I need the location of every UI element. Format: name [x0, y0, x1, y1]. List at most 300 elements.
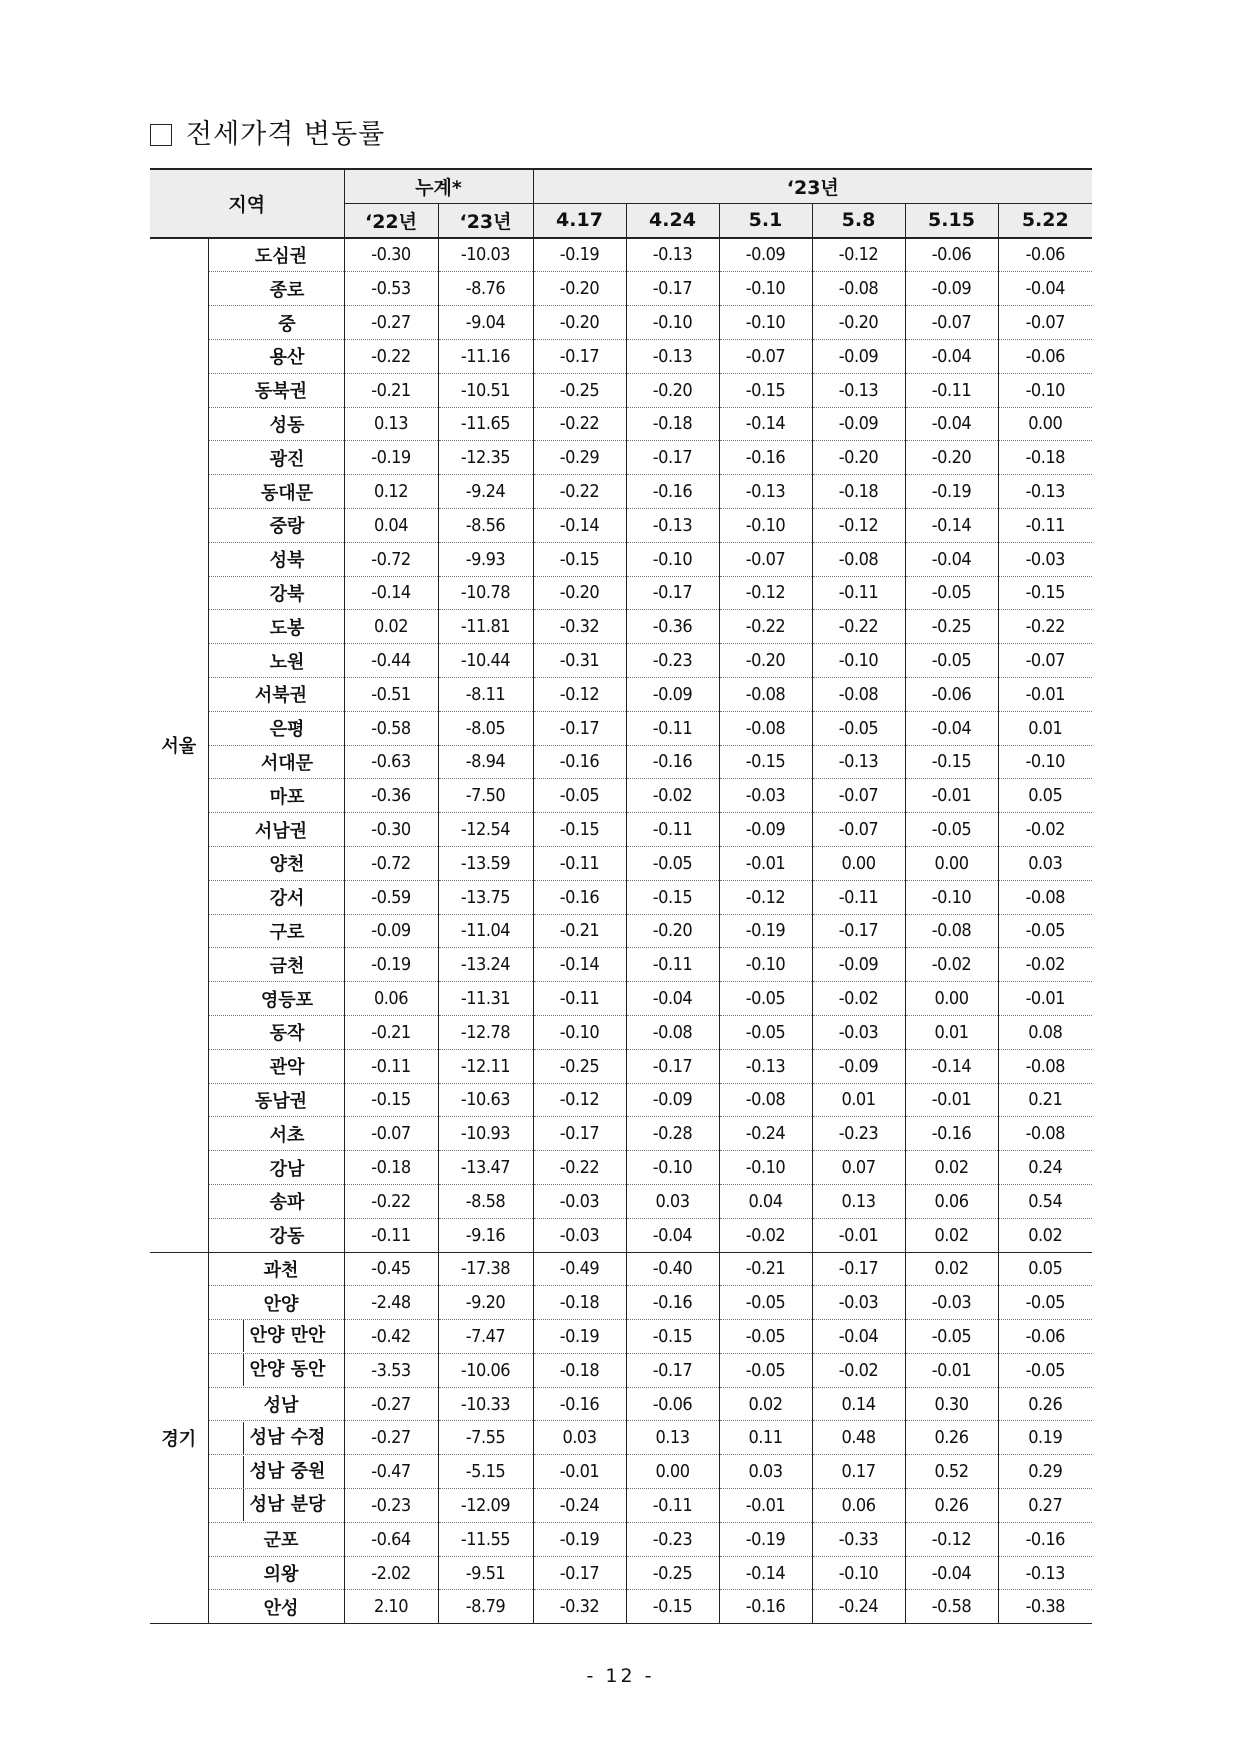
value-cell: 0.06	[812, 1489, 905, 1523]
value-cell: -0.25	[626, 1556, 719, 1590]
value-cell: -0.32	[533, 610, 626, 644]
value-cell: -9.04	[438, 306, 533, 340]
value-cell: -0.20	[626, 373, 719, 407]
value-cell: -0.04	[905, 711, 998, 745]
value-cell: 0.07	[812, 1151, 905, 1185]
value-cell: -0.21	[344, 1015, 438, 1049]
value-cell: -13.24	[438, 948, 533, 982]
value-cell: -0.21	[344, 373, 438, 407]
table-row	[150, 373, 1092, 407]
value-cell: -0.14	[905, 1049, 998, 1083]
value-cell: -0.10	[719, 272, 812, 306]
district-name: 강서	[208, 880, 344, 914]
table-row	[150, 1151, 1092, 1185]
value-cell: -12.09	[438, 1489, 533, 1523]
checkbox-square-icon	[150, 124, 172, 146]
table-row	[150, 1489, 1092, 1523]
district-name: 중	[208, 306, 344, 340]
value-cell: -0.20	[533, 306, 626, 340]
value-cell: -0.08	[719, 1083, 812, 1117]
value-cell: -8.56	[438, 508, 533, 542]
value-cell: -0.21	[719, 1252, 812, 1286]
value-cell: -17.38	[438, 1252, 533, 1286]
value-cell: -9.16	[438, 1218, 533, 1252]
value-cell: -0.16	[719, 1590, 812, 1624]
value-cell: -0.10	[719, 948, 812, 982]
table-row	[150, 1320, 1092, 1354]
value-cell: -0.47	[344, 1455, 438, 1489]
value-cell: -0.02	[812, 1353, 905, 1387]
district-name: 강동	[208, 1218, 344, 1252]
value-cell: -0.33	[812, 1522, 905, 1556]
value-cell: -0.21	[533, 914, 626, 948]
value-cell: -0.22	[533, 407, 626, 441]
value-cell: -10.93	[438, 1117, 533, 1151]
value-cell: -0.02	[998, 813, 1092, 847]
value-cell: 0.26	[905, 1421, 998, 1455]
header-region: 지역	[150, 169, 344, 238]
value-cell: -0.05	[905, 576, 998, 610]
value-cell: -0.01	[905, 1083, 998, 1117]
district-name: 은평	[208, 711, 344, 745]
value-cell: -0.15	[533, 542, 626, 576]
value-cell: -0.13	[812, 373, 905, 407]
value-cell: -10.78	[438, 576, 533, 610]
value-cell: 0.54	[998, 1184, 1092, 1218]
value-cell: -0.30	[344, 813, 438, 847]
value-cell: -10.03	[438, 238, 533, 272]
value-cell: -0.10	[905, 880, 998, 914]
value-cell: -0.04	[998, 272, 1092, 306]
value-cell: -0.13	[626, 238, 719, 272]
value-cell: -13.75	[438, 880, 533, 914]
value-cell: -0.03	[998, 542, 1092, 576]
value-cell: 0.01	[905, 1015, 998, 1049]
table-row	[150, 475, 1092, 509]
value-cell: -13.59	[438, 846, 533, 880]
value-cell: -12.78	[438, 1015, 533, 1049]
header-week: 4.24	[626, 203, 719, 237]
value-cell: -0.04	[626, 1218, 719, 1252]
district-name: 강남	[208, 1151, 344, 1185]
value-cell: -0.07	[998, 644, 1092, 678]
value-cell: -0.06	[998, 238, 1092, 272]
value-cell: -0.18	[812, 475, 905, 509]
value-cell: 0.13	[812, 1184, 905, 1218]
value-cell: -0.11	[344, 1049, 438, 1083]
value-cell: -0.15	[626, 1320, 719, 1354]
table-row	[150, 1286, 1092, 1320]
value-cell: -0.09	[812, 339, 905, 373]
table-row	[150, 407, 1092, 441]
district-name	[208, 1421, 344, 1455]
district-name: 군포	[208, 1522, 344, 1556]
district-name	[208, 1489, 344, 1523]
value-cell: -12.54	[438, 813, 533, 847]
value-cell: -0.58	[905, 1590, 998, 1624]
value-cell: -0.19	[533, 1320, 626, 1354]
value-cell: -0.12	[533, 1083, 626, 1117]
table-row	[150, 1117, 1092, 1151]
table-row	[150, 1252, 1092, 1286]
table-row	[150, 272, 1092, 306]
value-cell: -0.23	[626, 644, 719, 678]
value-cell: -0.19	[719, 914, 812, 948]
value-cell: -10.51	[438, 373, 533, 407]
value-cell: 0.05	[998, 1252, 1092, 1286]
table-body	[150, 238, 1092, 1624]
value-cell: -11.31	[438, 982, 533, 1016]
value-cell: 0.03	[998, 846, 1092, 880]
value-cell: -0.11	[344, 1218, 438, 1252]
value-cell: -0.13	[719, 475, 812, 509]
value-cell: 0.02	[344, 610, 438, 644]
header-week: 5.15	[905, 203, 998, 237]
value-cell: -0.05	[719, 1286, 812, 1320]
value-cell: -0.17	[626, 576, 719, 610]
district-name-text: 안양 동안	[243, 1354, 326, 1386]
value-cell: -0.11	[812, 576, 905, 610]
value-cell: 0.05	[998, 779, 1092, 813]
value-cell: -0.05	[719, 1353, 812, 1387]
district-name: 동남권	[208, 1083, 344, 1117]
value-cell: -2.02	[344, 1556, 438, 1590]
value-cell: -0.40	[626, 1252, 719, 1286]
value-cell: 0.26	[998, 1387, 1092, 1421]
value-cell: 0.03	[533, 1421, 626, 1455]
value-cell: -0.05	[998, 1286, 1092, 1320]
value-cell: -0.10	[998, 373, 1092, 407]
value-cell: -0.25	[533, 373, 626, 407]
value-cell: -0.19	[344, 948, 438, 982]
value-cell: -0.11	[626, 711, 719, 745]
value-cell: -0.17	[626, 272, 719, 306]
value-cell: 0.29	[998, 1455, 1092, 1489]
value-cell: -0.20	[626, 914, 719, 948]
value-cell: -0.10	[626, 306, 719, 340]
district-name: 안성	[208, 1590, 344, 1624]
value-cell: -0.25	[905, 610, 998, 644]
value-cell: -0.13	[626, 508, 719, 542]
value-cell: -0.22	[998, 610, 1092, 644]
value-cell: -0.07	[812, 813, 905, 847]
value-cell: -0.05	[905, 813, 998, 847]
value-cell: -0.14	[905, 508, 998, 542]
district-name-text: 성남 분당	[243, 1489, 326, 1521]
value-cell: 0.24	[998, 1151, 1092, 1185]
value-cell: -0.09	[626, 677, 719, 711]
value-cell: -0.18	[998, 441, 1092, 475]
value-cell: -0.10	[626, 1151, 719, 1185]
value-cell: -0.16	[719, 441, 812, 475]
jeonse-rate-table	[150, 168, 1092, 1624]
value-cell: -0.11	[812, 880, 905, 914]
table-row	[150, 1590, 1092, 1624]
value-cell: -0.18	[533, 1286, 626, 1320]
region-label: 서울	[150, 238, 208, 1252]
value-cell: -0.36	[344, 779, 438, 813]
value-cell: -0.14	[719, 407, 812, 441]
value-cell: 0.21	[998, 1083, 1092, 1117]
district-name: 노원	[208, 644, 344, 678]
value-cell: -0.02	[998, 948, 1092, 982]
district-name: 서북권	[208, 677, 344, 711]
value-cell: -0.38	[998, 1590, 1092, 1624]
district-name: 안양	[208, 1286, 344, 1320]
value-cell: -0.16	[998, 1522, 1092, 1556]
value-cell: -8.58	[438, 1184, 533, 1218]
value-cell: 0.00	[626, 1455, 719, 1489]
table-row	[150, 576, 1092, 610]
value-cell: -0.42	[344, 1320, 438, 1354]
value-cell: -0.19	[533, 1522, 626, 1556]
value-cell: -0.15	[719, 373, 812, 407]
table-row	[150, 306, 1092, 340]
value-cell: -0.19	[344, 441, 438, 475]
district-name: 종로	[208, 272, 344, 306]
value-cell: -11.81	[438, 610, 533, 644]
value-cell: -0.13	[719, 1049, 812, 1083]
value-cell: -0.44	[344, 644, 438, 678]
value-cell: -0.10	[533, 1015, 626, 1049]
header-cum-22: ‘22년	[344, 203, 438, 237]
header-week: 5.1	[719, 203, 812, 237]
value-cell: -0.16	[626, 745, 719, 779]
value-cell: -0.53	[344, 272, 438, 306]
value-cell: -9.93	[438, 542, 533, 576]
value-cell: -0.72	[344, 542, 438, 576]
value-cell: -11.16	[438, 339, 533, 373]
value-cell: 0.04	[344, 508, 438, 542]
table-row	[150, 610, 1092, 644]
value-cell: -0.01	[998, 677, 1092, 711]
value-cell: -0.15	[626, 880, 719, 914]
district-name: 도심권	[208, 238, 344, 272]
value-cell: -0.20	[719, 644, 812, 678]
table-row	[150, 677, 1092, 711]
value-cell: -0.27	[344, 1387, 438, 1421]
value-cell: -0.17	[533, 1117, 626, 1151]
value-cell: -0.16	[533, 880, 626, 914]
value-cell: -0.17	[812, 914, 905, 948]
value-cell: 0.04	[719, 1184, 812, 1218]
district-name: 금천	[208, 948, 344, 982]
value-cell: -0.11	[626, 813, 719, 847]
value-cell: 0.00	[905, 982, 998, 1016]
table-row	[150, 644, 1092, 678]
value-cell: -0.06	[998, 1320, 1092, 1354]
table-row	[150, 339, 1092, 373]
district-name: 서초	[208, 1117, 344, 1151]
value-cell: -0.05	[533, 779, 626, 813]
value-cell: -11.04	[438, 914, 533, 948]
value-cell: -0.20	[533, 576, 626, 610]
district-name	[208, 1455, 344, 1489]
value-cell: -0.16	[533, 1387, 626, 1421]
value-cell: -0.22	[812, 610, 905, 644]
value-cell: -0.04	[812, 1320, 905, 1354]
value-cell: 0.13	[344, 407, 438, 441]
value-cell: -0.08	[905, 914, 998, 948]
value-cell: -0.18	[626, 407, 719, 441]
value-cell: -0.09	[719, 813, 812, 847]
value-cell: -0.15	[344, 1083, 438, 1117]
district-name: 송파	[208, 1184, 344, 1218]
value-cell: -8.79	[438, 1590, 533, 1624]
value-cell: -0.11	[998, 508, 1092, 542]
value-cell: -0.15	[719, 745, 812, 779]
value-cell: -0.19	[533, 238, 626, 272]
value-cell: -0.23	[626, 1522, 719, 1556]
value-cell: -0.16	[533, 745, 626, 779]
value-cell: -0.10	[719, 508, 812, 542]
value-cell: -0.02	[626, 779, 719, 813]
value-cell: -0.10	[812, 644, 905, 678]
value-cell: -0.10	[998, 745, 1092, 779]
value-cell: -0.05	[905, 1320, 998, 1354]
value-cell: -0.12	[719, 880, 812, 914]
value-cell: -0.12	[533, 677, 626, 711]
value-cell: -0.11	[626, 948, 719, 982]
value-cell: -0.13	[998, 1556, 1092, 1590]
value-cell: -0.32	[533, 1590, 626, 1624]
table-row	[150, 441, 1092, 475]
value-cell: -0.17	[812, 1252, 905, 1286]
district-name: 관악	[208, 1049, 344, 1083]
value-cell: -0.01	[719, 846, 812, 880]
value-cell: -0.02	[812, 982, 905, 1016]
value-cell: -0.05	[719, 1320, 812, 1354]
district-name: 동작	[208, 1015, 344, 1049]
value-cell: 0.02	[998, 1218, 1092, 1252]
value-cell: -0.17	[533, 1556, 626, 1590]
value-cell: -0.17	[626, 1049, 719, 1083]
table-row	[150, 1556, 1092, 1590]
value-cell: 0.02	[719, 1387, 812, 1421]
value-cell: -0.01	[812, 1218, 905, 1252]
value-cell: -0.09	[626, 1083, 719, 1117]
value-cell: 0.00	[998, 407, 1092, 441]
value-cell: 0.13	[626, 1421, 719, 1455]
value-cell: -0.03	[812, 1015, 905, 1049]
value-cell: -0.03	[905, 1286, 998, 1320]
value-cell: -12.35	[438, 441, 533, 475]
value-cell: -0.09	[812, 407, 905, 441]
value-cell: -0.08	[812, 272, 905, 306]
value-cell: -0.30	[344, 238, 438, 272]
value-cell: -0.18	[344, 1151, 438, 1185]
table-row	[150, 1353, 1092, 1387]
table-row	[150, 914, 1092, 948]
value-cell: -0.13	[812, 745, 905, 779]
value-cell: -0.22	[533, 1151, 626, 1185]
table-row	[150, 948, 1092, 982]
value-cell: -0.07	[344, 1117, 438, 1151]
value-cell: -12.11	[438, 1049, 533, 1083]
value-cell: -0.22	[719, 610, 812, 644]
value-cell: -0.64	[344, 1522, 438, 1556]
district-name	[208, 1353, 344, 1387]
table-row	[150, 1421, 1092, 1455]
district-name: 중랑	[208, 508, 344, 542]
value-cell: -0.22	[344, 339, 438, 373]
value-cell: -0.20	[812, 441, 905, 475]
page-number: - 12 -	[586, 1665, 655, 1687]
district-name: 도봉	[208, 610, 344, 644]
value-cell: -0.05	[905, 644, 998, 678]
table-row	[150, 1184, 1092, 1218]
value-cell: -0.63	[344, 745, 438, 779]
value-cell: -0.16	[626, 475, 719, 509]
value-cell: -8.94	[438, 745, 533, 779]
value-cell: -0.45	[344, 1252, 438, 1286]
value-cell: -11.65	[438, 407, 533, 441]
value-cell: -0.06	[998, 339, 1092, 373]
district-name: 서대문	[208, 745, 344, 779]
value-cell: -0.20	[533, 272, 626, 306]
value-cell: -0.24	[719, 1117, 812, 1151]
value-cell: -0.01	[905, 1353, 998, 1387]
value-cell: -0.05	[719, 1015, 812, 1049]
header-week: 5.22	[998, 203, 1092, 237]
value-cell: 0.17	[812, 1455, 905, 1489]
value-cell: -0.06	[905, 238, 998, 272]
value-cell: -0.03	[812, 1286, 905, 1320]
value-cell: -0.15	[998, 576, 1092, 610]
value-cell: 0.52	[905, 1455, 998, 1489]
value-cell: -0.05	[998, 914, 1092, 948]
value-cell: -7.47	[438, 1320, 533, 1354]
value-cell: -0.23	[344, 1489, 438, 1523]
district-name: 서남권	[208, 813, 344, 847]
value-cell: -0.10	[719, 1151, 812, 1185]
district-name: 강북	[208, 576, 344, 610]
district-name: 성남	[208, 1387, 344, 1421]
district-name: 성북	[208, 542, 344, 576]
value-cell: -0.06	[905, 677, 998, 711]
district-name: 성동	[208, 407, 344, 441]
value-cell: -0.09	[812, 1049, 905, 1083]
value-cell: -0.36	[626, 610, 719, 644]
value-cell: -0.25	[533, 1049, 626, 1083]
value-cell: -9.20	[438, 1286, 533, 1320]
value-cell: -0.16	[905, 1117, 998, 1151]
value-cell: -0.59	[344, 880, 438, 914]
value-cell: -0.14	[533, 948, 626, 982]
value-cell: -0.19	[905, 475, 998, 509]
table-row	[150, 982, 1092, 1016]
value-cell: -0.05	[998, 1353, 1092, 1387]
district-name: 용산	[208, 339, 344, 373]
value-cell: 0.03	[719, 1455, 812, 1489]
value-cell: 0.03	[626, 1184, 719, 1218]
table-row	[150, 880, 1092, 914]
value-cell: -0.08	[812, 542, 905, 576]
value-cell: -0.02	[905, 948, 998, 982]
header-cumulative-label: 누계*	[415, 176, 462, 199]
value-cell: -0.08	[998, 1117, 1092, 1151]
value-cell: -0.10	[626, 542, 719, 576]
value-cell: -0.15	[533, 813, 626, 847]
district-name-text: 성남 중원	[243, 1456, 326, 1488]
page-title	[150, 112, 385, 151]
table-row	[150, 846, 1092, 880]
value-cell: -0.19	[719, 1522, 812, 1556]
value-cell: -10.44	[438, 644, 533, 678]
value-cell: -0.22	[344, 1184, 438, 1218]
value-cell: -0.08	[812, 677, 905, 711]
value-cell: -10.63	[438, 1083, 533, 1117]
